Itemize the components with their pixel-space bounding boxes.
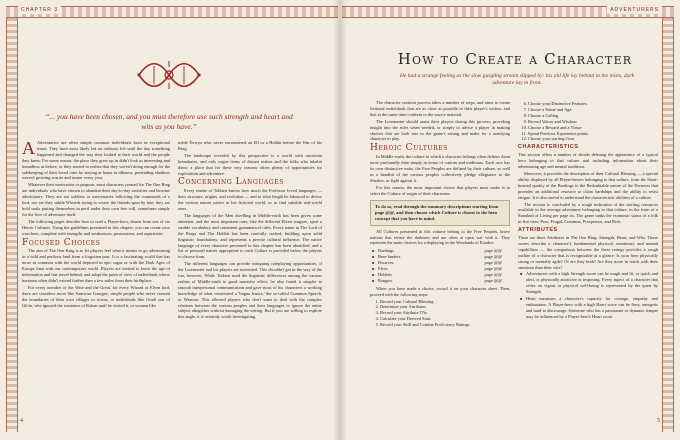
step-item: 2. Determine your Attributes	[380, 304, 510, 310]
left-column-1	[22, 140, 170, 309]
section-heading-concerning-languages: Concerning Languages	[178, 177, 284, 188]
chapter-quote: “... you have been chosen, and you must therefore use such strength and heart and wits as you have.”	[45, 112, 293, 131]
right-page-number: 5	[657, 418, 660, 424]
callout-box: To do so, read through the summary descriptions starting from page @@, and then choose which Culture is closest to the hero concept that you have in mind.	[370, 200, 510, 226]
body-paragraph: In Middle-earth, the culture to which a character belongs often defines them more profoundly than simply in terms of custom and traditions. Each race has its own distinctive traits, the Free Peoples are defined by their culture, as well as a handful of the various peoples collectively pledge allegiance to the Shadow, or fight against it.	[370, 154, 510, 183]
left-page-number: 4	[20, 418, 23, 424]
step-item: 7. Choose a Name and Age	[528, 107, 658, 113]
left-side-border	[6, 18, 18, 432]
body-paragraph: The section is concluded by a rough indication of the starting resources available to the average adventurer belonging to that culture, in the form of a Standard of Living per page xx. The game ranks the economic status of a folk in five tiers: Poor, Frugal, Common, Prosperous, and Rich.	[518, 201, 658, 225]
section-heading-heroic-cultures: Heroic Cultures	[370, 143, 448, 154]
step-item: 4. Calculate your Derived Stats	[380, 316, 510, 322]
body-paragraph: This section offers a number of details defining the appearance of a typical hero belonging to that culture and including information about their adventuring age and mental traditions.	[518, 152, 658, 170]
body-paragraph: Every reader of Tolkien knows how much the Professor loved languages — their structure, origins, and evolution — and to what length he laboured to devise the various names native to his fictional world, or to find suitable real-world ones.	[178, 188, 322, 212]
body-paragraph: Moreover, it provides the description of their Cultural Blessing — a special ability displayed by all Player-heroes belonging to that culture, from the Stout-hearted quality of the Bardings to the Redoubtable nature of the Dwarves that provides an additional resource to claim hardships and the ability to resist fatigue. It is also useful to understand the characteristic abilities of a culture.	[518, 170, 658, 200]
body-paragraph	[22, 140, 170, 181]
culture-page-ref: page @@	[484, 277, 502, 283]
body-paragraph: When you have made a choice, record it on your character sheet. Then, proceed with the following steps:	[370, 285, 510, 297]
attribute-bullets	[518, 271, 658, 319]
step-item: 5. Record your Skill and Combat Proficiency Ratings	[380, 322, 510, 328]
body-paragraph: noble Éowyn who, never encountered an Elf or a Hobbit before the War of the Ring.	[178, 140, 322, 151]
celtic-knot-ornament-icon	[134, 58, 204, 92]
cultures-list	[370, 248, 510, 283]
drop-cap: A	[22, 138, 35, 158]
attribute-bullet: ■ Heart measures a character's capacity for courage, empathy and enthusiasm. A Player-hero with a high Heart score can be fiery, energetic and hard to discourage. Someone who has a passionate or dynamic temper may be influenced by a Player-hero's Heart score.	[526, 296, 658, 320]
step-item: 8. Choose a Calling	[528, 113, 658, 119]
body-paragraph: The Loremaster should assist their players during this process; providing insight into the rules when needed, or simply to advise a player in making choices that are both true to the game's setting and make for a satisfying character to play.	[370, 118, 510, 142]
culture-name: ■ Bree-landers	[378, 254, 401, 260]
culture-page-ref: page @@	[484, 266, 502, 272]
section-heading-focused-choices: Focused Choices	[22, 237, 101, 248]
left-column-2	[178, 140, 322, 321]
page-title: How to Create a Character	[397, 50, 633, 68]
body-paragraph: The aim of The One Ring is to let players feel what it means to go adventuring in a wild and perilous land from a forgotten past. It is a fascinating world that has more in common with the world depicted in epic sagas or with the Dark Ages of Europe than with our contemporary world. Players are invited to leave the age of information and fast travel behind, and adopt the point of view of individuals whose horizons often didn't extend further than a few miles from their birthplace.	[22, 248, 170, 283]
right-column-2	[518, 100, 658, 321]
body-paragraph: There are three Attributes in The One Ring: Strength, Heart, and Wits. These scores describe a character's fundamental physical, emotional, and mental capabilities — the comparison between the three ratings provides a rough outline of a character that is recognisable at a glance: Is your hero physically strong or mentally agile? Or are they both? Are they more in touch with their emotions than their wits?	[518, 235, 658, 270]
steps-list-part-2	[518, 101, 658, 142]
right-side-border	[662, 18, 674, 432]
subheading-attributes: ATTRIBUTES	[518, 227, 558, 234]
body-paragraph: Whatever their motivation or purpose, most characters created for The One Ring are individuals who have chosen to abandon their day-to-day activities and become adventurers. They are not soldiers or mercenaries following the commands of a lord, nor are they subtle Wizards trying to weave the threads spun by fate; they are bold souls putting themselves in peril under their own free will, sometimes simply for the love of adventure itself.	[22, 182, 170, 217]
body-paragraph: All Cultures presented in this volume belong to the Free Peoples, brave nations that refuse the darkness and are often at open war with it. They represent the main choices for roleplaying in the Westlands of Eriador:	[370, 228, 510, 246]
culture-page-ref: page @@	[484, 248, 502, 254]
intro-quote: He had a strange feeling as the slow gurgling stream slipped by: his old life lay behind in the mists, dark adventure lay in front.	[399, 73, 635, 86]
right-page	[340, 0, 680, 440]
book-gutter	[333, 0, 347, 440]
culture-page-ref: page @@	[484, 260, 502, 266]
culture-page-ref: page @@	[484, 254, 502, 260]
culture-page-ref: page @@	[484, 271, 502, 277]
body-paragraph: The landscape revealed by this perspective is a world with uncertain boundaries, and only vague items of distant realms and the folks who inhabit them: a place that for these very reasons offers plenty of opportunities for exploration and adventure.	[178, 152, 322, 176]
step-item: 1. Record your Cultural Blessing	[380, 299, 510, 305]
culture-name: ■ Rangers	[378, 277, 393, 283]
culture-name: ■ Dwarves	[378, 260, 394, 266]
step-item: 10. Choose a Reward and a Virtue	[528, 125, 658, 131]
body-paragraph: The languages of the Men dwelling in Middle-earth has been given some attention, and the most important ones, like the different Elven tongues, sport a sizable vocabulary and consistent grammatical rules. Every name in The Lord of the Rings and The Hobbit has been carefully crafted, building upon solid linguistic foundations, and represents a precise cultural influence. The native language of every character presented in this chapter has been identified, and a list of personal names appropriate to each Culture is provided below the players to choose from.	[178, 212, 322, 260]
step-item: 11. Spend Previous Experience points	[528, 131, 658, 137]
culture-name: ■ Elves	[378, 266, 388, 272]
step-item: 9. Record Valour and Wisdom	[528, 119, 658, 125]
culture-item	[378, 278, 510, 284]
body-paragraph: For this reason, the most important choice that players must make is to select the Culture of origin of their characters.	[370, 184, 510, 196]
right-column-1	[370, 100, 510, 329]
body-paragraph: The following pages describe how to craft a Player-hero, drawn from one of six Heroic Cultures. Using the guidelines presented in this chapter, you can create your own hero, complete with strengths and weaknesses, possessions, and aspirations.	[22, 218, 170, 236]
body-paragraph: The different languages can provide intriguing roleplaying opportunities, if the Loremaster and his players are interested. This shouldn't get in the way of the fun, however. While Tolkien used the linguistic differences among the various realms of Middle-earth to good narrative effect, he also found it simpler to smooth interpersonal communication and gave most of his characters a working knowledge of what constituted a 'lingua franca,' the so-called Common Speech, or Westron. This allowed players who don't want to deal with the complex relations between the various peoples and their languages to ignore the entire subject altogether without damaging the setting. But if you are willing to explore this angle, it is certainly worth investigating.	[178, 261, 322, 320]
right-running-head: ADVENTURERS	[607, 6, 662, 14]
step-item: 3. Record your Attribute TNs	[380, 310, 510, 316]
step-item: 12. Choose your starting Gear	[528, 136, 658, 142]
culture-name: ■ Bardings	[378, 248, 394, 254]
attribute-bullet: ■ Adventurers with a high Strength score can be tough and fit, or quick and alert, or physically attractive or imposing. Every aspect of a character that relies on vigour or physical well-being is represented by the quest by Strength.	[526, 271, 658, 295]
body-paragraph: The character creation process takes a number of steps, and aims to create fictional individuals that are as close as possible to their player's wishes, and that at the same time conform to the source material.	[370, 100, 510, 117]
step-item: 6. Choose your Distinctive Features	[528, 101, 658, 107]
steps-list-part-1	[370, 299, 510, 329]
paragraph-text: Adventurers are often simple common individuals born in exceptional times. They have most likely led an ordinary life until the day something happened and changed the way they looked at their world and the people they knew. For some reason, the place they grew up in didn't look as interesting and boundless as before, or they started to realise that they weren't doing enough for the safekeeping of their loved ones by staying at home in idleness, pretending shadows weren't growing scarier and nearer every year.	[22, 140, 170, 181]
culture-name: ■ Hobbits	[378, 271, 392, 277]
subheading-characteristics: CHARACTERISTICS	[518, 144, 579, 151]
body-paragraph: For every member of the Wise and the Great, for every Wizard or Elven lord, there are countless more like Samwise Gamgee, simple people who never crossed the boundaries of their own villages or towns, or individuals like Gimli son of Glóin, who ignored the existence of Rohan until he visited it, or women like	[22, 284, 170, 308]
left-running-head: CHAPTER 3	[18, 6, 61, 14]
